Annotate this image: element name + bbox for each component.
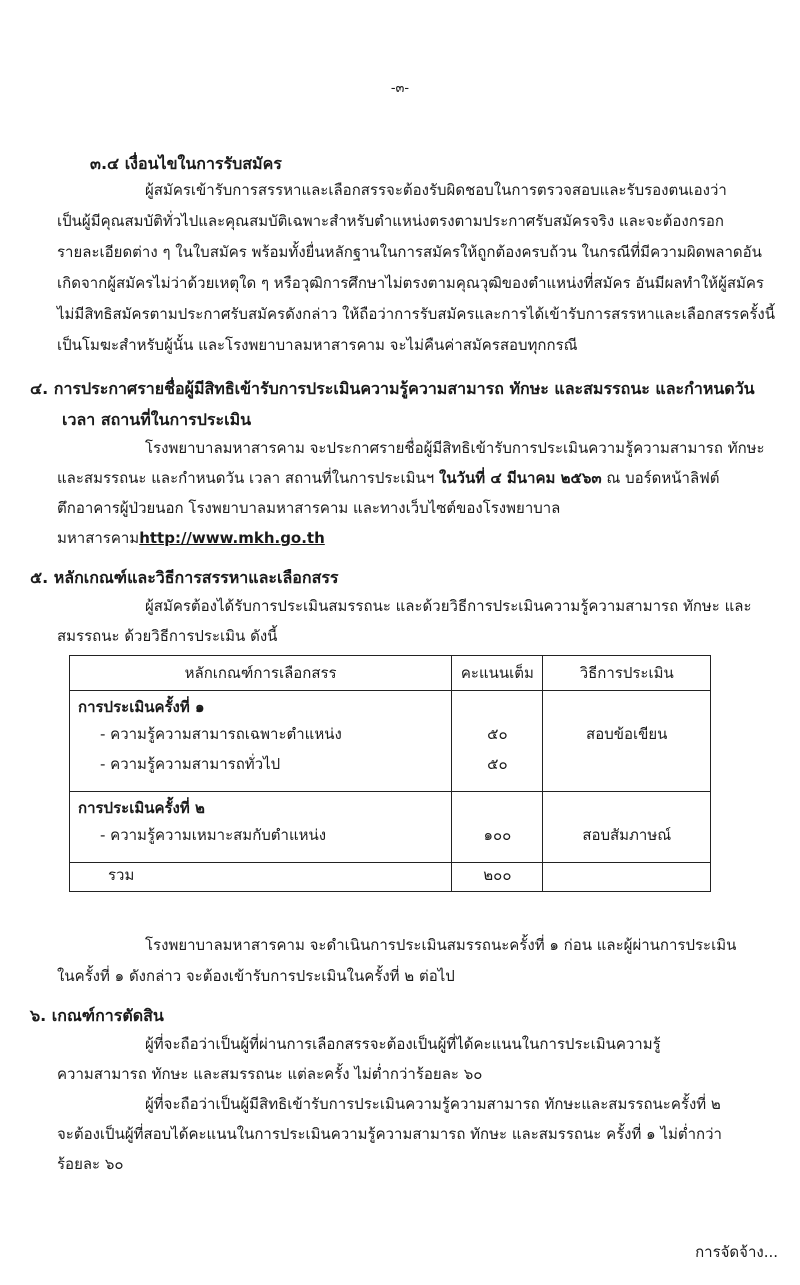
section-6-heading: ๖. เกณฑ์การตัดสิน [30, 1006, 164, 1025]
section-3-4-heading: ๓.๔ เงื่อนไขในการรับสมัคร [90, 154, 282, 173]
section-4-heading-line-2: เวลา สถานที่ในการประเมิน [62, 410, 252, 429]
group-1-method-cell [543, 691, 711, 792]
total-score: ๒๐๐ [452, 863, 543, 892]
section-3-4-line-5: ไม่มีสิทธิสมัครตามประกาศรับสมัครดังกล่าว ให้ถือว่าการรับสมัครและการได้เข้ารับการสรรหาและเลือกสรรครั้งนี้ [57, 305, 776, 323]
section-4-heading-line-1: ๔. การประกาศรายชื่อผู้มีสิทธิเข้ารับการประเมินความรู้ความสามารถ ทักษะ และสมรรถนะ และกำหนดวัน [30, 379, 755, 398]
group-1-scores [452, 691, 543, 792]
group-2-method: สอบสัมภาษณ์ [582, 826, 672, 844]
section-6-p2-line-1: ผู้ที่จะถือว่าเป็นผู้มีสิทธิเข้ารับการประเมินความรู้ความสามารถ ทักษะและสมรรถนะครั้งที่ ๒ [145, 1095, 721, 1113]
section-3-4-line-1: ผู้สมัครเข้ารับการสรรหาและเลือกสรรจะต้องรับผิดชอบในการตรวจสอบและรับรองตนเองว่า [145, 181, 727, 199]
section-4-line-1: โรงพยาบาลมหาสารคาม จะประกาศรายชื่อผู้มีสิทธิเข้ารับการประเมินความรู้ความสามารถ ทักษะ [145, 439, 765, 457]
group-2-criteria [70, 792, 452, 863]
section-5-line-2: สมรรถนะ ด้วยวิธีการประเมิน ดังนี้ [57, 627, 278, 645]
group-1-item-1: - ความรู้ความสามารถเฉพาะตำแหน่ง [100, 725, 342, 743]
section-4-line-4-text: มหาสารคาม [57, 529, 140, 547]
section-6-p1-line-1: ผู้ที่จะถือว่าเป็นผู้ที่ผ่านการเลือกสรรจะต้องเป็นผู้ที่ได้คะแนนในการประเมินความรู้ [145, 1035, 661, 1053]
section-5-after-line-2: ในครั้งที่ ๑ ดังกล่าว จะต้องเข้ารับการประเมินในครั้งที่ ๒ ต่อไป [57, 967, 455, 985]
selection-criteria-table [69, 655, 711, 892]
announcement-date: ในวันที่ ๔ มีนาคม ๒๕๖๓ [438, 469, 602, 487]
section-3-4-line-4: เกิดจากผู้สมัครไม่ว่าด้วยเหตุใด ๆ หรือวุฒิการศึกษาไม่ตรงตามคุณวุฒิของตำแหน่งที่สมัคร อันมีผลทำให้ผู้สมัคร [57, 274, 764, 292]
group-2-method-cell [543, 792, 711, 863]
section-6-p2-line-2: จะต้องเป็นผู้ที่สอบได้คะแนนในการประเมินความรู้ความสามารถ ทักษะ และสมรรถนะ ครั้งที่ ๑ ไม่ต่ำกว่า [57, 1125, 722, 1143]
hospital-website-link[interactable]: http://www.mkh.go.th [139, 529, 325, 547]
total-label: รวม [70, 863, 452, 892]
header-full-score: คะแนนเต็ม [452, 656, 543, 691]
group-1-criteria [70, 691, 452, 792]
group-2-title: การประเมินครั้งที่ ๒ [78, 799, 205, 817]
section-3-4-line-3: รายละเอียดต่าง ๆ ในใบสมัคร พร้อมทั้งยื่นหลักฐานในการสมัครให้ถูกต้องครบถ้วน ในกรณีที่มีความผิดพลาดอัน [57, 243, 762, 261]
group-1-item-1-score: ๕๐ [487, 725, 508, 743]
group-1-item-2: - ความรู้ความสามารถทั่วไป [100, 755, 281, 773]
header-criteria: หลักเกณฑ์การเลือกสรร [70, 656, 452, 691]
section-4-line-2-text: และสมรรถนะ และกำหนดวัน เวลา สถานที่ในการประเมินฯ [57, 469, 439, 487]
section-5-after-line-1: โรงพยาบาลมหาสารคาม จะดำเนินการประเมินสมรรถนะครั้งที่ ๑ ก่อน และผู้ผ่านการประเมิน [145, 936, 737, 954]
group-2-scores [452, 792, 543, 863]
group-1-item-2-score: ๕๐ [487, 755, 508, 773]
section-4-line-2 [57, 468, 720, 488]
total-method-empty [543, 863, 711, 892]
section-3-4-line-6: เป็นโมฆะสำหรับผู้นั้น และโรงพยาบาลมหาสารคาม จะไม่คืนค่าสมัครสอบทุกกรณี [57, 336, 578, 354]
section-4-location: ณ บอร์ดหน้าลิฟต์ [601, 469, 720, 487]
table-header-row [70, 656, 711, 691]
section-4-line-3: ตึกอาคารผู้ป่วยนอก โรงพยาบาลมหาสารคาม และทางเว็บไซต์ของโรงพยาบาล [57, 499, 561, 517]
page-number: -๓- [390, 81, 410, 96]
table-row [70, 792, 711, 863]
table-total-row [70, 863, 711, 892]
section-5-heading: ๕. หลักเกณฑ์และวิธีการสรรหาและเลือกสรร [30, 568, 339, 587]
section-3-4-line-2: เป็นผู้มีคุณสมบัติทั่วไปและคุณสมบัติเฉพาะสำหรับตำแหน่งตรงตามประกาศรับสมัครจริง และจะต้องกรอก [57, 212, 724, 230]
section-4-line-4 [57, 528, 325, 548]
group-1-title: การประเมินครั้งที่ ๑ [78, 698, 205, 716]
section-5-line-1: ผู้สมัครต้องได้รับการประเมินสมรรถนะ และด้วยวิธีการประเมินความรู้ความสามารถ ทักษะ และ [145, 597, 752, 615]
header-method: วิธีการประเมิน [543, 656, 711, 691]
group-1-method: สอบข้อเขียน [586, 725, 668, 743]
group-2-item-1-score: ๑๐๐ [483, 826, 512, 844]
section-6-p1-line-2: ความสามารถ ทักษะ และสมรรถนะ แต่ละครั้ง ไม่ต่ำกว่าร้อยละ ๖๐ [57, 1065, 483, 1083]
table-row [70, 691, 711, 792]
section-6-p2-line-3: ร้อยละ ๖๐ [57, 1155, 124, 1173]
continued-next-page: การจัดจ้าง... [695, 1243, 778, 1261]
group-2-item-1: - ความรู้ความเหมาะสมกับตำแหน่ง [100, 826, 327, 844]
